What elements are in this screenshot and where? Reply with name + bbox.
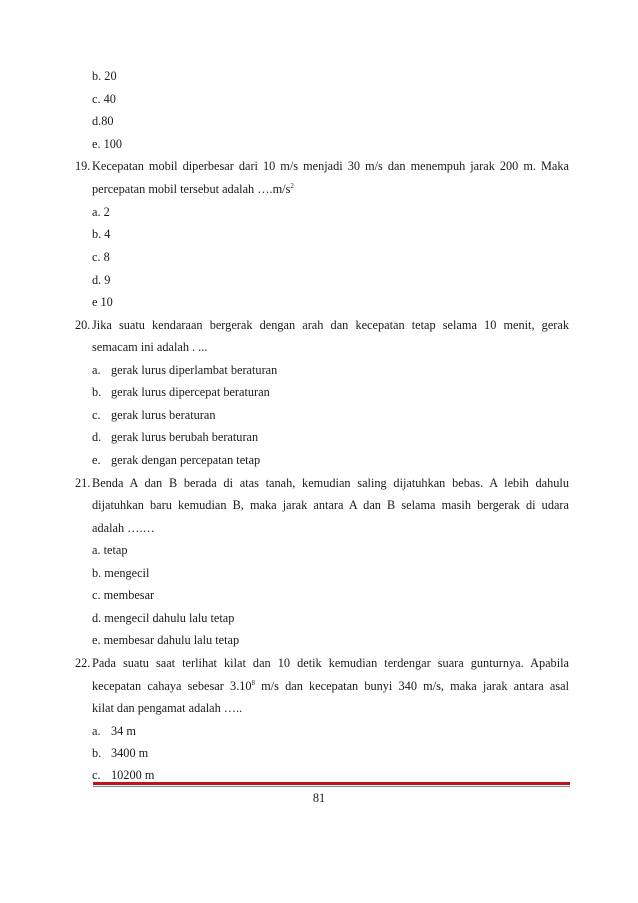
question-line (0, 675, 638, 697)
option-line (0, 291, 638, 313)
option-item (92, 449, 260, 471)
option-item (92, 742, 148, 764)
option-label: c. (92, 768, 101, 782)
option-text: d. 9 (92, 273, 111, 287)
option-label: e. (92, 453, 101, 467)
option-text: e. 100 (92, 137, 123, 151)
option-text: e. membesar dahulu lalu tetap (92, 633, 240, 647)
option-label: a. (92, 724, 101, 738)
option-line (0, 629, 638, 651)
question-text: Pada suatu saat terlihat kilat dan 10 detik kemudian terdengar suara gunturnya. Apabila (92, 656, 569, 670)
option-line (0, 720, 638, 742)
option-line (0, 359, 638, 381)
option-text: 10200 m (111, 768, 155, 782)
question-text-span: percepatan mobil tersebut adalah ….m/s (92, 182, 291, 196)
option-label: c. (92, 408, 101, 422)
footer-rule (93, 782, 570, 785)
question-text-span: kecepatan cahaya sebesar 3.10 (92, 679, 252, 693)
question-text: Kecepatan mobil diperbesar dari 10 m/s menjadi 30 m/s dan menempuh jarak 200 m. Maka (92, 159, 569, 173)
option-text: c. membesar (92, 588, 155, 602)
option-item (92, 359, 277, 381)
option-line (0, 110, 638, 132)
option-text: a. 2 (92, 205, 110, 219)
option-label: b. (92, 385, 102, 399)
option-text: gerak lurus diperlambat beraturan (111, 363, 278, 377)
option-line (0, 88, 638, 110)
question-text-continued: dijatuhkan baru kemudian B, maka jarak antara A dan B selama masih bergerak di udara (92, 498, 569, 512)
option-line (0, 381, 638, 403)
option-line (0, 607, 638, 629)
option-item (92, 381, 270, 403)
question-number: 20. (75, 318, 91, 332)
question-22 (0, 652, 638, 674)
option-text: b. 4 (92, 227, 111, 241)
option-text: 3400 m (111, 746, 149, 760)
question-text: Benda A dan B berada di atas tanah, kemudian saling dijatuhkan bebas. A lebih dahulu (92, 476, 569, 490)
question-line (0, 517, 638, 539)
option-line (0, 562, 638, 584)
option-text: b. mengecil (92, 566, 150, 580)
question-20 (0, 314, 638, 336)
option-line (0, 426, 638, 448)
question-text-continued (92, 675, 569, 697)
question-text-continued: adalah ….… (92, 521, 155, 535)
question-number: 19. (75, 159, 91, 173)
option-text: 34 m (111, 724, 136, 738)
question-text-span: m/s dan kecepatan bunyi 340 m/s, maka jarak antara asal (255, 679, 569, 693)
footer-rule-shadow (93, 786, 570, 787)
option-text: b. 20 (92, 69, 117, 83)
page-number: 81 (312, 791, 326, 805)
option-label: b. (92, 746, 102, 760)
option-item (92, 720, 136, 742)
option-line (0, 133, 638, 155)
question-text: Jika suatu kendaraan bergerak dengan arah dan kecepatan tetap selama 10 menit, gerak (92, 318, 569, 332)
option-text: a. tetap (92, 543, 128, 557)
option-line (0, 201, 638, 223)
question-21 (0, 472, 638, 494)
option-line (0, 449, 638, 471)
question-line (0, 178, 638, 200)
superscript: 2 (290, 182, 294, 190)
option-text: d. mengecil dahulu lalu tetap (92, 611, 235, 625)
question-text-continued: semacam ini adalah . ... (92, 340, 208, 354)
option-text: gerak lurus berubah beraturan (111, 430, 259, 444)
option-line (0, 246, 638, 268)
option-text: c. 40 (92, 92, 116, 106)
option-line (0, 539, 638, 561)
option-line (0, 223, 638, 245)
question-text-continued: kilat dan pengamat adalah ….. (92, 701, 243, 715)
option-text: d.80 (92, 114, 114, 128)
option-line (0, 742, 638, 764)
option-item (92, 426, 258, 448)
option-line (0, 269, 638, 291)
option-text: gerak lurus beraturan (111, 408, 216, 422)
question-number: 21. (75, 476, 91, 490)
option-label: d. (92, 430, 102, 444)
question-line (0, 494, 638, 516)
option-label: a. (92, 363, 101, 377)
question-19 (0, 155, 638, 177)
option-item (92, 404, 215, 426)
superscript: 8 (251, 679, 255, 687)
option-line (0, 65, 638, 87)
option-line (0, 404, 638, 426)
option-text: gerak dengan percepatan tetap (111, 453, 261, 467)
option-text: gerak lurus dipercepat beraturan (111, 385, 270, 399)
question-line (0, 336, 638, 358)
question-line (0, 697, 638, 719)
option-text: e 10 (92, 295, 113, 309)
question-number: 22. (75, 656, 91, 670)
option-line (0, 584, 638, 606)
question-text-continued (92, 178, 294, 200)
option-text: c. 8 (92, 250, 110, 264)
